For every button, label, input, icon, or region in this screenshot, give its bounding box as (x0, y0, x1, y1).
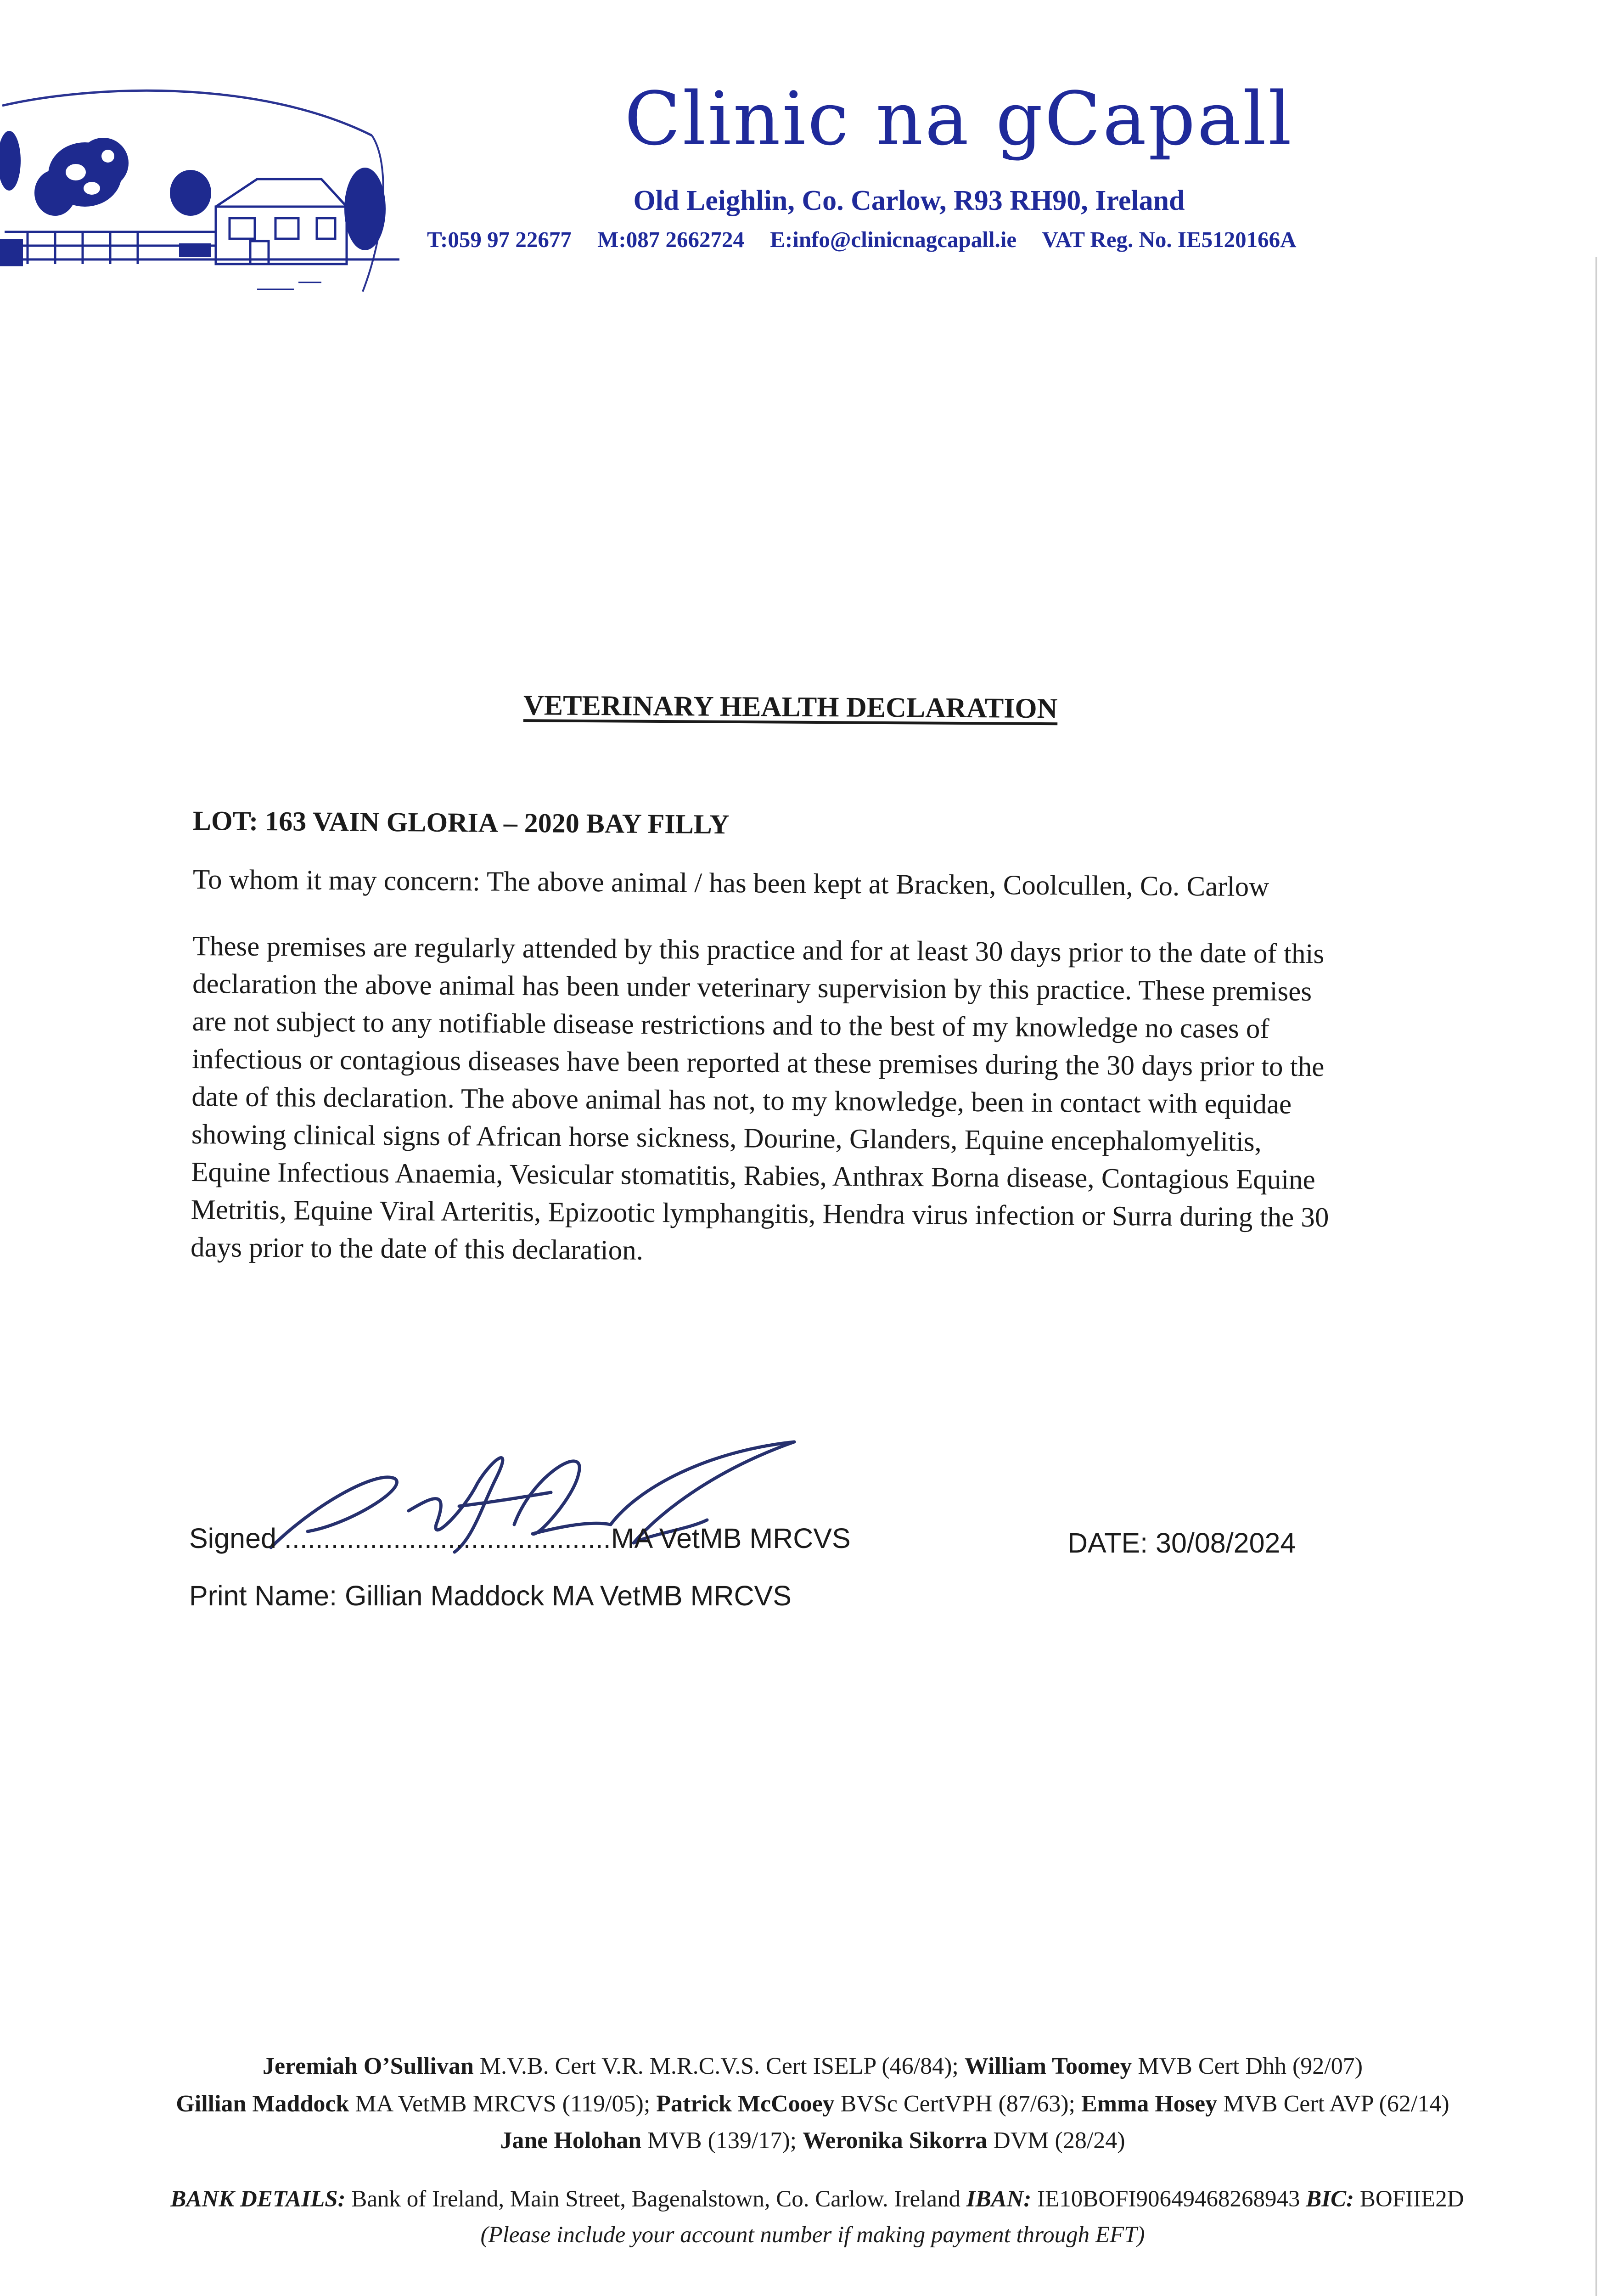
vet-name: Patrick McCooey (656, 2091, 835, 2117)
paragraph-line: infectious or contagious diseases have been reported at these premises during the 30 days prior to the (191, 1043, 1325, 1083)
paragraph-line: Equine Infectious Anaemia, Vesicular stomatitis, Rabies, Anthrax Borna disease, Contagious Equine (191, 1156, 1316, 1196)
email: E:info@clinicnagcapall.ie (770, 227, 1017, 252)
declaration-date: DATE: 30/08/2024 (1067, 1527, 1296, 1559)
bank-value: Bank of Ireland, Main Street, Bagenalstown, Co. Carlow. Ireland (345, 2186, 966, 2212)
clinic-name: Clinic na gCapall (624, 76, 1294, 162)
mobile: M:087 2662724 (597, 227, 744, 252)
bank-label: BANK DETAILS: (170, 2186, 346, 2212)
bic-label: BIC: (1306, 2186, 1354, 2212)
footer-vets-line-1 (115, 2053, 1511, 2080)
payment-note: (Please include your account number if making payment through EFT) (480, 2222, 1145, 2248)
contact-details (427, 226, 1345, 253)
paragraph-line: days prior to the date of this declaration. (190, 1232, 644, 1266)
signed-line: Signed ..........................................MA VetMB MRCVS (189, 1523, 851, 1554)
vet-name: Jane Holohan (500, 2127, 642, 2154)
vat-number: VAT Reg. No. IE5120166A (1042, 227, 1297, 252)
paragraph-line: These premises are regularly attended by this practice and for at least 30 days prior to the date of this (192, 930, 1325, 970)
scan-edge-line (1595, 257, 1597, 2296)
paragraph-line: Metritis, Equine Viral Arteritis, Epizootic lymphangitis, Hendra virus infection or Surra during the 30 (191, 1194, 1329, 1233)
declaration-paragraph (191, 928, 1432, 1275)
bic-value: BOFIIE2D (1354, 2186, 1464, 2212)
iban-value: IE10BOFI90649468268943 (1031, 2186, 1306, 2212)
paragraph-line: are not subject to any notifiable disease restrictions and to the best of my knowledge no cases of (192, 1006, 1269, 1045)
clinic-address: Old Leighlin, Co. Carlow, R93 RH90, Ireland (633, 185, 1185, 216)
vet-name: Gillian Maddock (176, 2091, 349, 2117)
iban-label: IBAN: (966, 2186, 1032, 2212)
print-name: Print Name: Gillian Maddock MA VetMB MRCVS (189, 1580, 792, 1611)
vet-name: William Toomey (964, 2053, 1132, 2079)
vet-name: Jeremiah O’Sullivan (262, 2053, 474, 2079)
telephone: T:059 97 22677 (427, 227, 572, 252)
document-title: VETERINARY HEALTH DECLARATION (523, 690, 1058, 725)
vet-name: Weronika Sikorra (803, 2127, 988, 2154)
vet-qualifications: MVB Cert AVP (62/14) (1217, 2091, 1449, 2117)
clinic-logo (0, 80, 399, 296)
paragraph-line: declaration the above animal has been under veterinary supervision by this practice. These premises (192, 968, 1312, 1007)
vet-qualifications: M.V.B. Cert V.R. M.R.C.V.S. Cert ISELP (46/84); (473, 2053, 965, 2079)
bank-details (129, 2186, 1506, 2212)
vet-qualifications: DVM (28/24) (987, 2127, 1125, 2154)
lot-heading: LOT: 163 VAIN GLORIA – 2020 BAY FILLY (192, 805, 730, 840)
vet-qualifications: MVB Cert Dhh (92/07) (1132, 2053, 1363, 2079)
paragraph-line: showing clinical signs of African horse sickness, Dourine, Glanders, Equine encephalomyelitis, (191, 1119, 1262, 1158)
vet-qualifications: BVSc CertVPH (87/63); (834, 2091, 1081, 2117)
vet-name: Emma Hosey (1081, 2091, 1218, 2117)
footer-vets-line-3 (115, 2127, 1511, 2154)
vet-qualifications: MVB (139/17); (641, 2127, 803, 2154)
footer-vets-line-2 (115, 2090, 1511, 2117)
concern-line: To whom it may concern: The above animal / has been kept at Bracken, Coolcullen, Co. Carlow (192, 864, 1269, 903)
paragraph-line: date of this declaration. The above animal has not, to my knowledge, been in contact with equidae (191, 1081, 1292, 1120)
vet-qualifications: MA VetMB MRCVS (119/05); (349, 2091, 657, 2117)
